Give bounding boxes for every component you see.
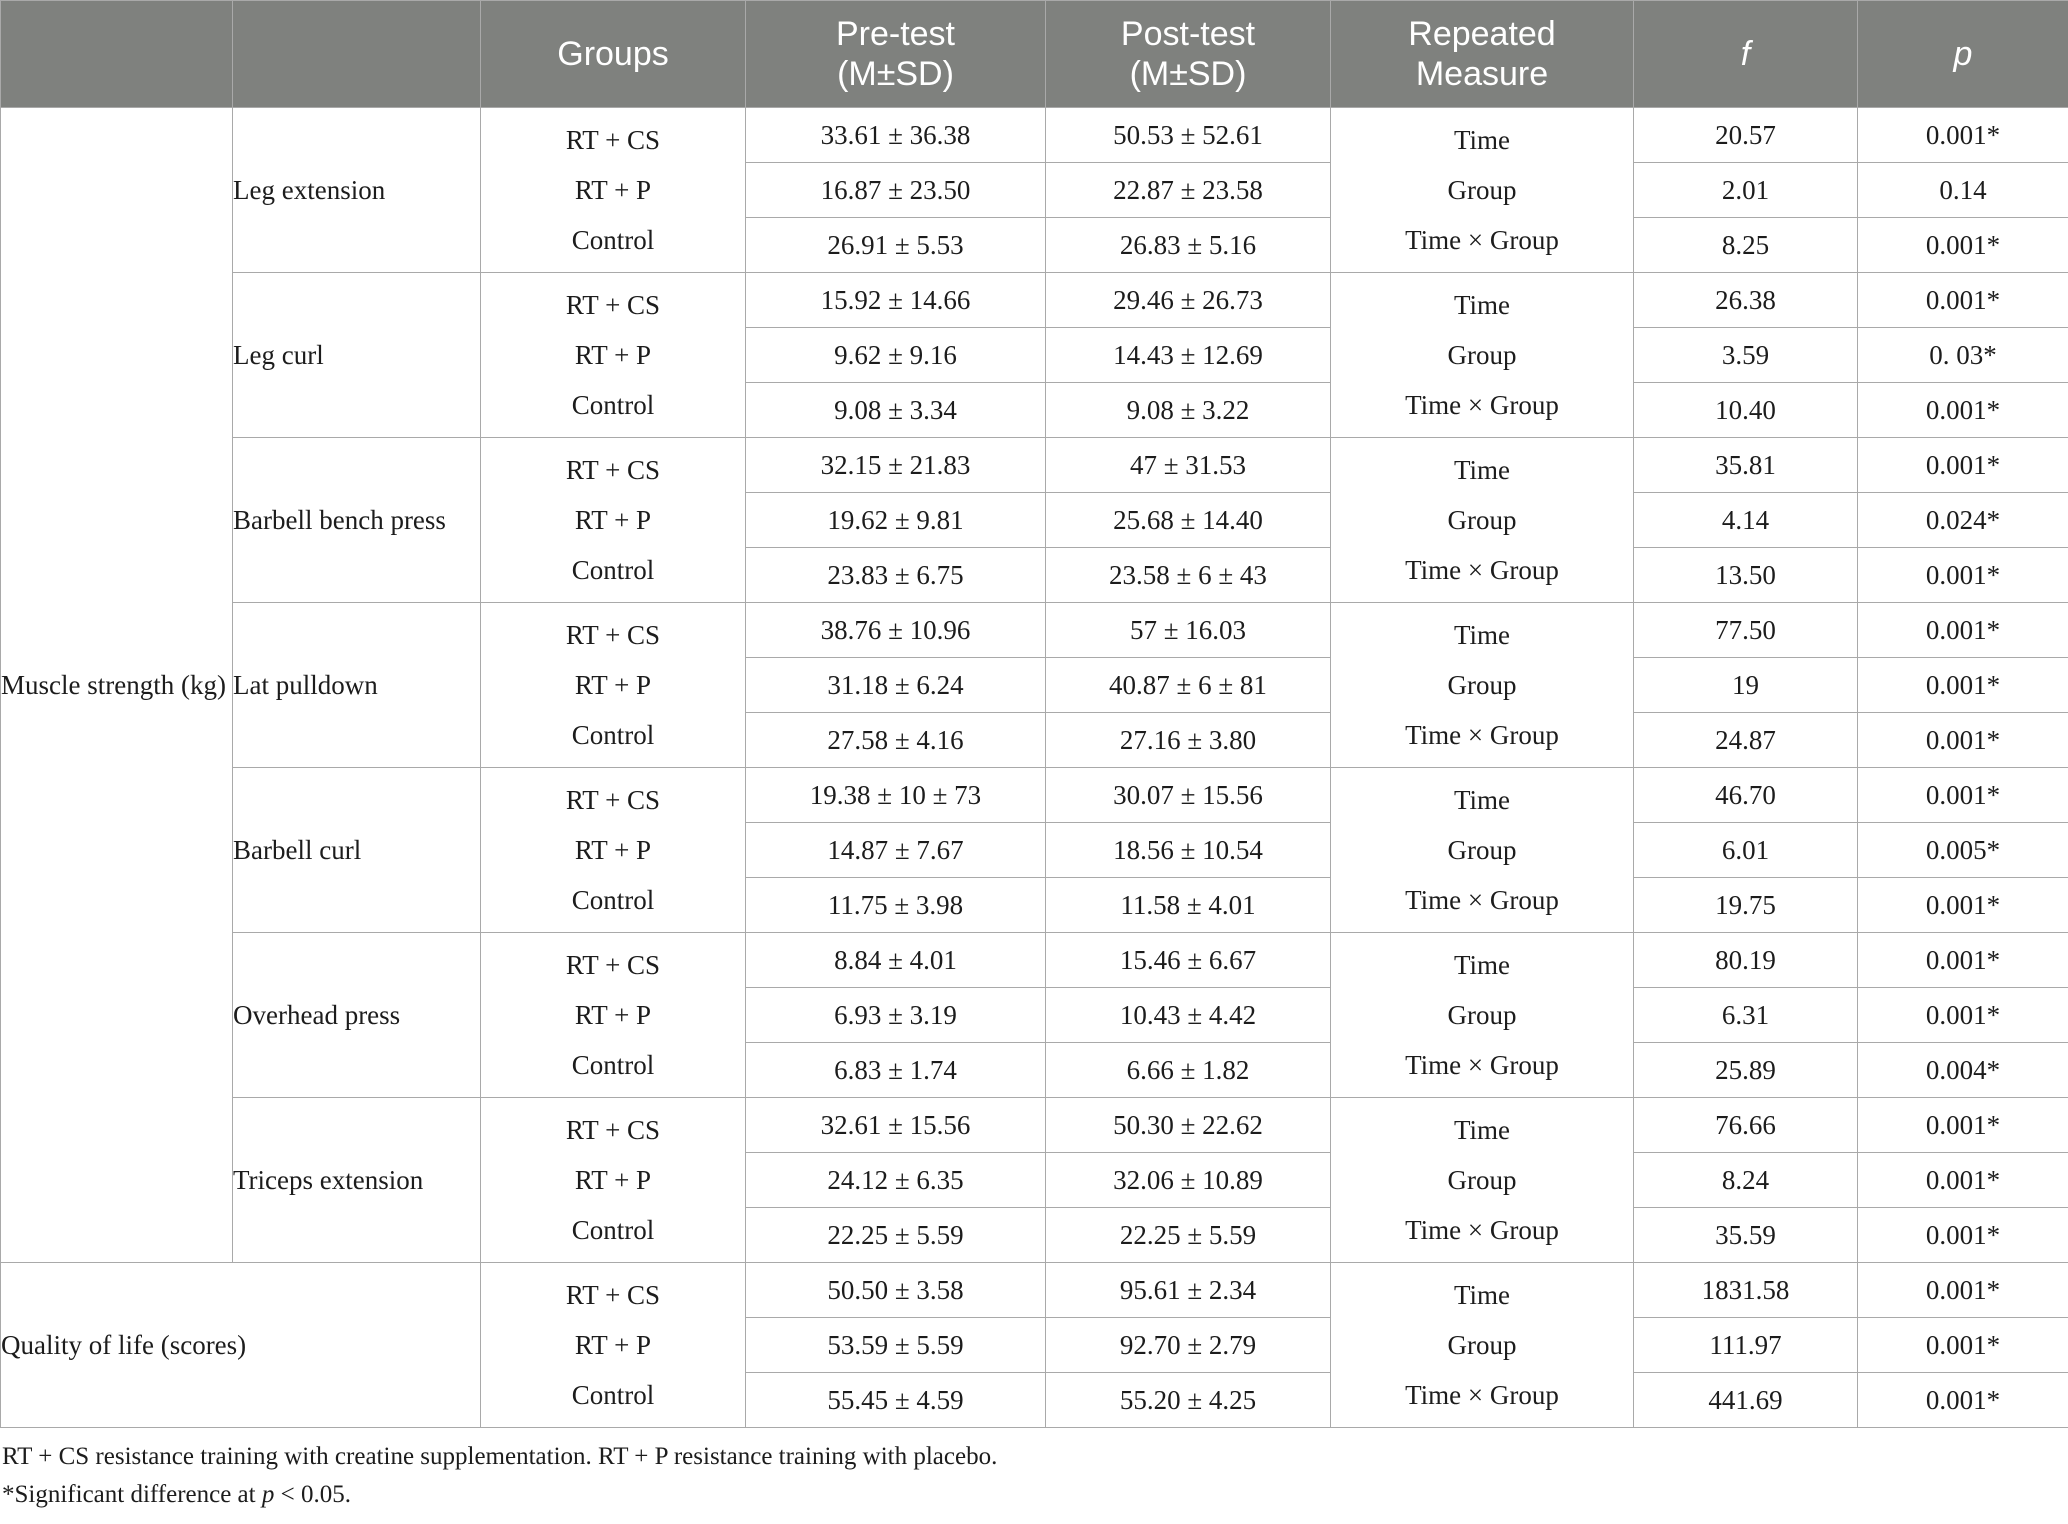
group-label: Control [571,885,655,915]
f-value: 35.59 [1634,1208,1858,1263]
group-label: Control [571,555,655,585]
header-groups: Groups [481,1,746,108]
effect-label: Time [1453,785,1511,815]
effect-label: Group [1447,1000,1517,1030]
f-value: 3.59 [1634,328,1858,383]
header-post-line2: (M±SD) [1129,55,1247,93]
pre-test-value: 27.58 ± 4.16 [746,713,1046,768]
effect-label: Time × Group [1405,1050,1559,1080]
pre-test-value: 38.76 ± 10.96 [746,603,1046,658]
header-blank-1 [1,1,233,108]
header-pre-line1: Pre-test [835,15,956,53]
header-post-line1: Post-test [1120,15,1256,53]
effect-label: Group [1447,670,1517,700]
post-test-value: 55.20 ± 4.25 [1046,1373,1331,1428]
groups-cell [481,1098,746,1263]
table-row [1,603,2068,658]
p-value: 0.14 [1858,163,2068,218]
f-value: 10.40 [1634,383,1858,438]
table-header-row [1,1,2068,108]
effect-label: Time [1453,125,1511,155]
p-value: 0.001* [1858,383,2068,438]
effect-label: Time × Group [1405,1380,1559,1410]
pre-test-value: 6.83 ± 1.74 [746,1043,1046,1098]
p-value: 0. 03* [1858,328,2068,383]
header-blank-2 [233,1,481,108]
p-value: 0.001* [1858,603,2068,658]
p-value: 0.005* [1858,823,2068,878]
measure-name: Leg curl [233,273,481,438]
post-test-value: 26.83 ± 5.16 [1046,218,1331,273]
effect-label: Time [1453,1280,1511,1310]
post-test-value: 57 ± 16.03 [1046,603,1331,658]
effect-label: Time × Group [1405,885,1559,915]
f-value: 25.89 [1634,1043,1858,1098]
post-test-value: 22.87 ± 23.58 [1046,163,1331,218]
p-value: 0.001* [1858,438,2068,493]
f-value: 6.01 [1634,823,1858,878]
table-row [1,768,2068,823]
post-test-value: 47 ± 31.53 [1046,438,1331,493]
group-label: RT + P [574,1165,652,1195]
effect-label: Group [1447,1165,1517,1195]
p-value: 0.001* [1858,1263,2068,1318]
measure-name: Overhead press [233,933,481,1098]
post-test-value: 29.46 ± 26.73 [1046,273,1331,328]
measure-name: Leg extension [233,108,481,273]
post-test-value: 6.66 ± 1.82 [1046,1043,1331,1098]
pre-test-value: 31.18 ± 6.24 [746,658,1046,713]
effect-label: Time [1453,620,1511,650]
groups-cell [481,933,746,1098]
header-p: p [1858,1,2068,108]
f-value: 111.97 [1634,1318,1858,1373]
post-test-value: 14.43 ± 12.69 [1046,328,1331,383]
f-value: 80.19 [1634,933,1858,988]
post-test-value: 95.61 ± 2.34 [1046,1263,1331,1318]
measure-name: Barbell curl [233,768,481,933]
post-test-value: 9.08 ± 3.22 [1046,383,1331,438]
pre-test-value: 53.59 ± 5.59 [746,1318,1046,1373]
effect-label: Group [1447,175,1517,205]
pre-test-value: 19.38 ± 10 ± 73 [746,768,1046,823]
p-value: 0.001* [1858,988,2068,1043]
effect-label: Time × Group [1405,390,1559,420]
header-pre-test [746,1,1046,108]
groups-cell [481,438,746,603]
effects-cell [1331,933,1634,1098]
groups-cell [481,1263,746,1428]
table-row [1,1263,2068,1318]
p-value: 0.001* [1858,108,2068,163]
pre-test-value: 6.93 ± 3.19 [746,988,1046,1043]
category-label: Muscle strength (kg) [1,108,233,1263]
header-rm-line2: Measure [1415,55,1549,93]
effect-label: Time × Group [1405,555,1559,585]
effect-label: Time [1453,290,1511,320]
group-label: Control [571,1380,655,1410]
post-test-value: 15.46 ± 6.67 [1046,933,1331,988]
table-row [1,108,2068,163]
p-value: 0.001* [1858,1098,2068,1153]
group-label: RT + CS [565,950,661,980]
p-value: 0.001* [1858,878,2068,933]
measure-name: Triceps extension [233,1098,481,1263]
effects-cell [1331,108,1634,273]
p-value: 0.024* [1858,493,2068,548]
effect-label: Group [1447,505,1517,535]
footnote-abbreviations: RT + CS resistance training with creatine supplementation. RT + P resistance training with placebo. [2,1443,998,1470]
pre-test-value: 9.62 ± 9.16 [746,328,1046,383]
group-label: Control [571,1050,655,1080]
measure-name: Barbell bench press [233,438,481,603]
post-test-value: 11.58 ± 4.01 [1046,878,1331,933]
f-value: 24.87 [1634,713,1858,768]
table-row [1,1098,2068,1153]
effects-cell [1331,438,1634,603]
post-test-value: 22.25 ± 5.59 [1046,1208,1331,1263]
post-test-value: 50.53 ± 52.61 [1046,108,1331,163]
post-test-value: 30.07 ± 15.56 [1046,768,1331,823]
group-label: Control [571,225,655,255]
group-label: RT + CS [565,455,661,485]
effect-label: Time × Group [1405,720,1559,750]
pre-test-value: 55.45 ± 4.59 [746,1373,1046,1428]
p-value: 0.001* [1858,218,2068,273]
f-value: 19 [1634,658,1858,713]
p-value: 0.001* [1858,768,2068,823]
effect-label: Time × Group [1405,1215,1559,1245]
effects-cell [1331,273,1634,438]
table-footnotes [0,1438,2068,1514]
pre-test-value: 26.91 ± 5.53 [746,218,1046,273]
group-label: RT + CS [565,620,661,650]
post-test-value: 25.68 ± 14.40 [1046,493,1331,548]
pre-test-value: 8.84 ± 4.01 [746,933,1046,988]
effects-cell [1331,1263,1634,1428]
group-label: RT + CS [565,290,661,320]
effect-label: Time × Group [1405,225,1559,255]
footnote-significance [2,1476,2068,1514]
footnote-sig-suffix: < 0.05. [274,1481,351,1508]
group-label: RT + CS [565,785,661,815]
effect-label: Group [1447,340,1517,370]
groups-cell [481,768,746,933]
pre-test-value: 33.61 ± 36.38 [746,108,1046,163]
pre-test-value: 14.87 ± 7.67 [746,823,1046,878]
measure-name: Lat pulldown [233,603,481,768]
post-test-value: 10.43 ± 4.42 [1046,988,1331,1043]
measure-name: Quality of life (scores) [1,1263,481,1428]
effects-cell [1331,603,1634,768]
pre-test-value: 32.61 ± 15.56 [746,1098,1046,1153]
f-value: 1831.58 [1634,1263,1858,1318]
p-value: 0.001* [1858,548,2068,603]
group-label: RT + P [574,1330,652,1360]
post-test-value: 50.30 ± 22.62 [1046,1098,1331,1153]
pre-test-value: 15.92 ± 14.66 [746,273,1046,328]
group-label: RT + P [574,670,652,700]
f-value: 76.66 [1634,1098,1858,1153]
footnote-sig-prefix: *Significant difference at [2,1481,262,1508]
header-pre-line2: (M±SD) [837,55,954,93]
table-row [1,933,2068,988]
effect-label: Group [1447,835,1517,865]
pre-test-value: 19.62 ± 9.81 [746,493,1046,548]
effect-label: Time [1453,950,1511,980]
post-test-value: 18.56 ± 10.54 [1046,823,1331,878]
f-value: 35.81 [1634,438,1858,493]
group-label: RT + P [574,835,652,865]
pre-test-value: 16.87 ± 23.50 [746,163,1046,218]
header-f: f [1634,1,1858,108]
p-value: 0.001* [1858,1318,2068,1373]
group-label: Control [571,720,655,750]
table-row [1,273,2068,328]
pre-test-value: 22.25 ± 5.59 [746,1208,1046,1263]
f-value: 441.69 [1634,1373,1858,1428]
f-value: 46.70 [1634,768,1858,823]
table-row [1,438,2068,493]
post-test-value: 40.87 ± 6 ± 81 [1046,658,1331,713]
p-value: 0.001* [1858,713,2068,768]
p-value: 0.001* [1858,1208,2068,1263]
pre-test-value: 24.12 ± 6.35 [746,1153,1046,1208]
group-label: RT + P [574,175,652,205]
post-test-value: 23.58 ± 6 ± 43 [1046,548,1331,603]
pre-test-value: 11.75 ± 3.98 [746,878,1046,933]
p-value: 0.001* [1858,933,2068,988]
effect-label: Group [1447,1330,1517,1360]
effect-label: Time [1453,1115,1511,1145]
f-value: 13.50 [1634,548,1858,603]
p-value: 0.001* [1858,1373,2068,1428]
p-value: 0.001* [1858,1153,2068,1208]
f-value: 4.14 [1634,493,1858,548]
header-post-test [1046,1,1331,108]
group-label: RT + P [574,1000,652,1030]
effects-cell [1331,1098,1634,1263]
group-label: RT + P [574,505,652,535]
f-value: 77.50 [1634,603,1858,658]
effect-label: Time [1453,455,1511,485]
group-label: RT + CS [565,125,661,155]
group-label: RT + CS [565,1280,661,1310]
pre-test-value: 32.15 ± 21.83 [746,438,1046,493]
f-value: 26.38 [1634,273,1858,328]
groups-cell [481,273,746,438]
post-test-value: 27.16 ± 3.80 [1046,713,1331,768]
group-label: Control [571,390,655,420]
p-value: 0.001* [1858,658,2068,713]
header-rm-line1: Repeated [1408,15,1556,53]
pre-test-value: 50.50 ± 3.58 [746,1263,1046,1318]
f-value: 2.01 [1634,163,1858,218]
f-value: 19.75 [1634,878,1858,933]
groups-cell [481,603,746,768]
p-value: 0.001* [1858,273,2068,328]
f-value: 20.57 [1634,108,1858,163]
groups-cell [481,108,746,273]
p-value: 0.004* [1858,1043,2068,1098]
f-value: 8.24 [1634,1153,1858,1208]
header-repeated-measure [1331,1,1634,108]
f-value: 8.25 [1634,218,1858,273]
post-test-value: 92.70 ± 2.79 [1046,1318,1331,1373]
group-label: RT + CS [565,1115,661,1145]
group-label: Control [571,1215,655,1245]
pre-test-value: 9.08 ± 3.34 [746,383,1046,438]
post-test-value: 32.06 ± 10.89 [1046,1153,1331,1208]
f-value: 6.31 [1634,988,1858,1043]
pre-test-value: 23.83 ± 6.75 [746,548,1046,603]
footnote-sig-var: p [261,1481,275,1508]
group-label: RT + P [574,340,652,370]
effects-cell [1331,768,1634,933]
